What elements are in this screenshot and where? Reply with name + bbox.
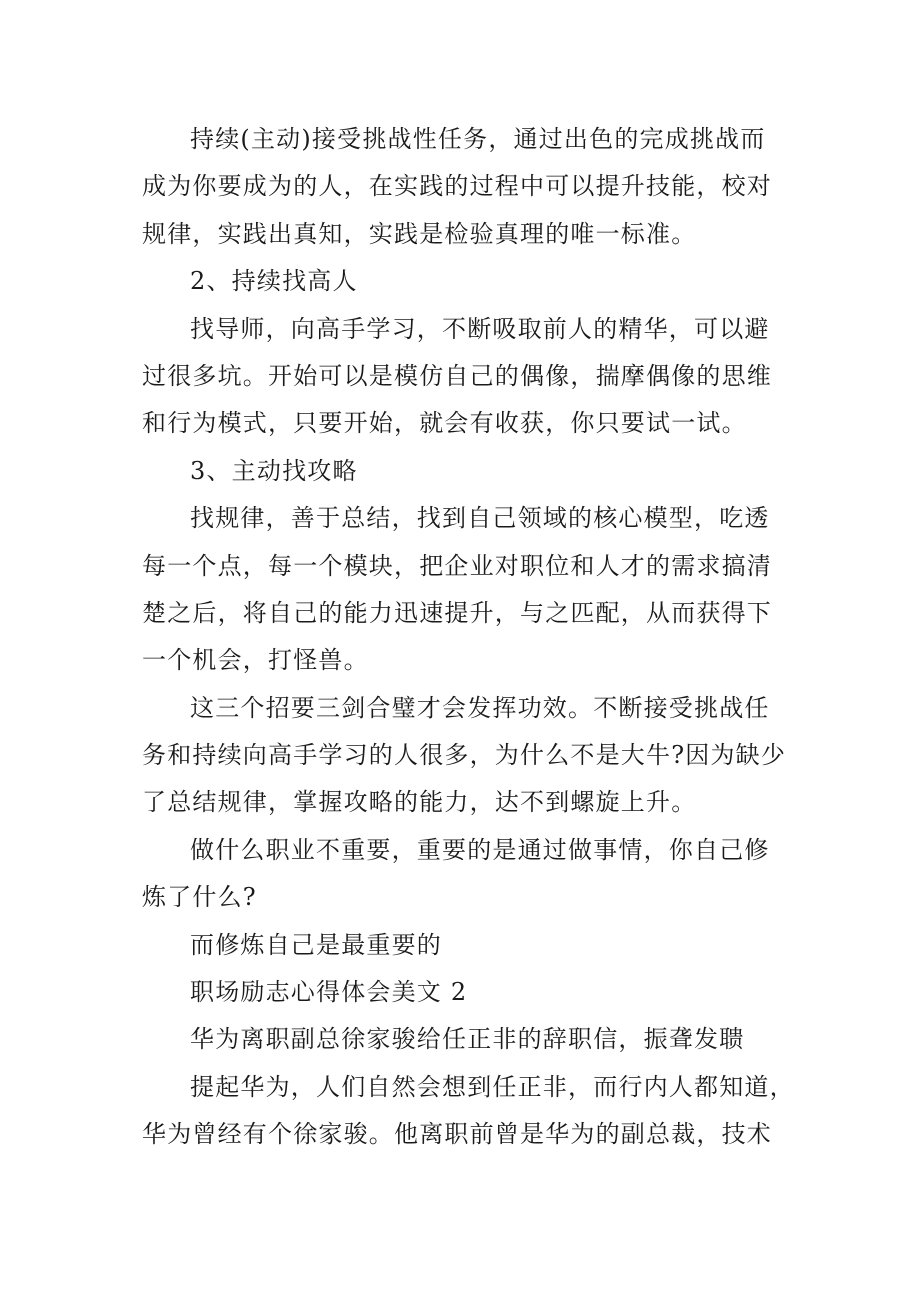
paragraph-line: 华为曾经有个徐家骏。他离职前曾是华为的副总裁，技术 bbox=[142, 1120, 772, 1149]
paragraph-line: 成为你要成为的人，在实践的过程中可以提升技能，校对 bbox=[142, 172, 772, 201]
paragraph-line: 提起华为，人们自然会想到任正非，而行内人都知道， bbox=[190, 1072, 795, 1101]
paragraph-line: 持续(主动)接受挑战性任务，通过出色的完成挑战而 bbox=[190, 125, 766, 153]
paragraph-line: 规律，实践出真知，实践是检验真理的唯一标准。 bbox=[142, 219, 697, 248]
paragraph-line: 炼了什么? bbox=[142, 883, 257, 912]
paragraph-line: 过很多坑。开始可以是模仿自己的偶像，揣摩偶像的思维 bbox=[142, 361, 772, 390]
document-body bbox=[142, 116, 795, 1159]
paragraph-line: 每一个点，每一个模块，把企业对职位和人才的需求搞清 bbox=[142, 551, 772, 580]
paragraph-line: 和行为模式，只要开始，就会有收获，你只要试一试。 bbox=[142, 409, 747, 438]
section-heading: 2、持续找高人 bbox=[190, 267, 358, 296]
paragraph-line: 了总结规律，掌握攻略的能力，达不到螺旋上升。 bbox=[142, 788, 697, 817]
paragraph-line: 楚之后，将自己的能力迅速提升，与之匹配，从而获得下 bbox=[142, 598, 772, 627]
section-heading: 3、主动找攻略 bbox=[190, 456, 358, 485]
paragraph-line: 这三个招要三剑合璧才会发挥功效。不断接受挑战任 bbox=[190, 693, 770, 722]
article-subtitle: 华为离职副总徐家骏给任正非的辞职信，振聋发聩 bbox=[190, 1025, 745, 1054]
article-title: 职场励志心得体会美文 2 bbox=[190, 978, 468, 1007]
paragraph-line: 一个机会，打怪兽。 bbox=[142, 646, 369, 675]
paragraph-line: 务和持续向高手学习的人很多，为什么不是大牛?因为缺少 bbox=[142, 741, 787, 770]
paragraph-line: 找规律，善于总结，找到自己领域的核心模型，吃透 bbox=[190, 504, 770, 533]
paragraph-line: 做什么职业不重要，重要的是通过做事情，你自己修 bbox=[190, 835, 770, 864]
paragraph-line: 而修炼自己是最重要的 bbox=[190, 930, 442, 959]
paragraph-line: 找导师，向高手学习，不断吸取前人的精华，可以避 bbox=[190, 314, 770, 343]
